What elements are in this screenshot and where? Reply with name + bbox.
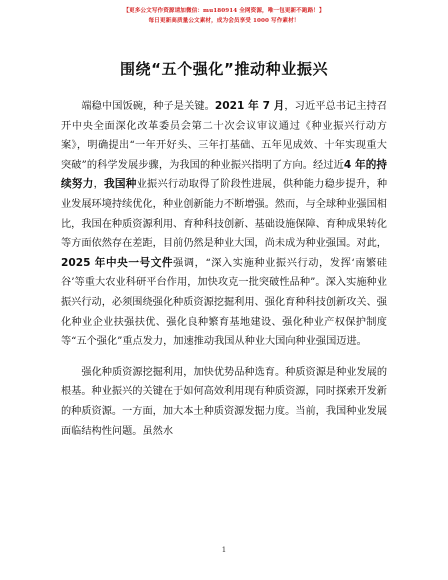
paragraph-1-sentence-1: 端稳中国饭碗，种子是关键。: [81, 101, 215, 112]
document-title: 围绕“五个强化”推动种业振兴: [119, 60, 329, 78]
body-paragraph-2: 强化种质资源挖掘利用，加快优势品种选育。种质资源是种业发展的根基。种业振兴的关键在于如何高效利用现有种质资源，同时探索开发新的种质资源。一方面，加大本土种质资源发掘力度。当前，我国种业发展面临结构性问题。虽然水: [61, 366, 388, 437]
paragraph-1-sentence-4: 强调，“深入实施种业振兴行动，发挥‘南繁硅谷’等重大农业科研平台作用，加快攻克一批突破性品种”。深入实施种业振兴行动，必须围绕强化种质资源挖掘利用、强化育种科技创新攻关、强化种业企业扶强扶优、强化良种繁育基地建设、强化种业产权保护制度等“五个强化”重点发力，加速推动我国从种业大国向种业强国迈进。: [61, 257, 387, 348]
paragraph-1-sentence-2: ，习近平总书记主持召开中央全面深化改革委员会第二十次会议审议通过《种业振兴行动方案》，明确提出“一年开好头、三年打基础、五年见成效、十年实现重大突破”的科学发展步骤，为我国的种业振兴指明了方向。经过近: [61, 101, 388, 171]
page-number: 1: [221, 546, 227, 554]
promo-header: [0, 6, 448, 26]
date-highlight: 2021 年 7 月: [214, 100, 285, 112]
document-highlight: 2025 年中央一号文件: [61, 256, 174, 269]
promo-header-line-1: 【更多公文写作资源请加微信：mu180914 全网资源，唯一包更新不跑路！】: [123, 8, 325, 14]
effort-highlight: 4 年的持续努力: [61, 158, 387, 191]
country-highlight: 我国种: [104, 178, 137, 191]
promo-header-line-2: 每日更新高质量公文素材，成为会员享受 1000 写作素材！: [148, 18, 300, 24]
paragraph-1-sentence-3: 业振兴行动取得了阶段性进展，供种能力稳步提升，种业发展环境持续优化，种业创新能力不断增强。然而，与全球种业强国相比，我国在种质资源利用、育种科技创新、基础设施保障、育种成果转化等方面依然存在差距，目前仍然是种业大国，尚未成为种业强国。对此，: [61, 179, 388, 250]
paragraph-1-comma: ，: [93, 179, 105, 191]
document-body: [61, 97, 387, 452]
body-paragraph-1: [61, 97, 387, 352]
